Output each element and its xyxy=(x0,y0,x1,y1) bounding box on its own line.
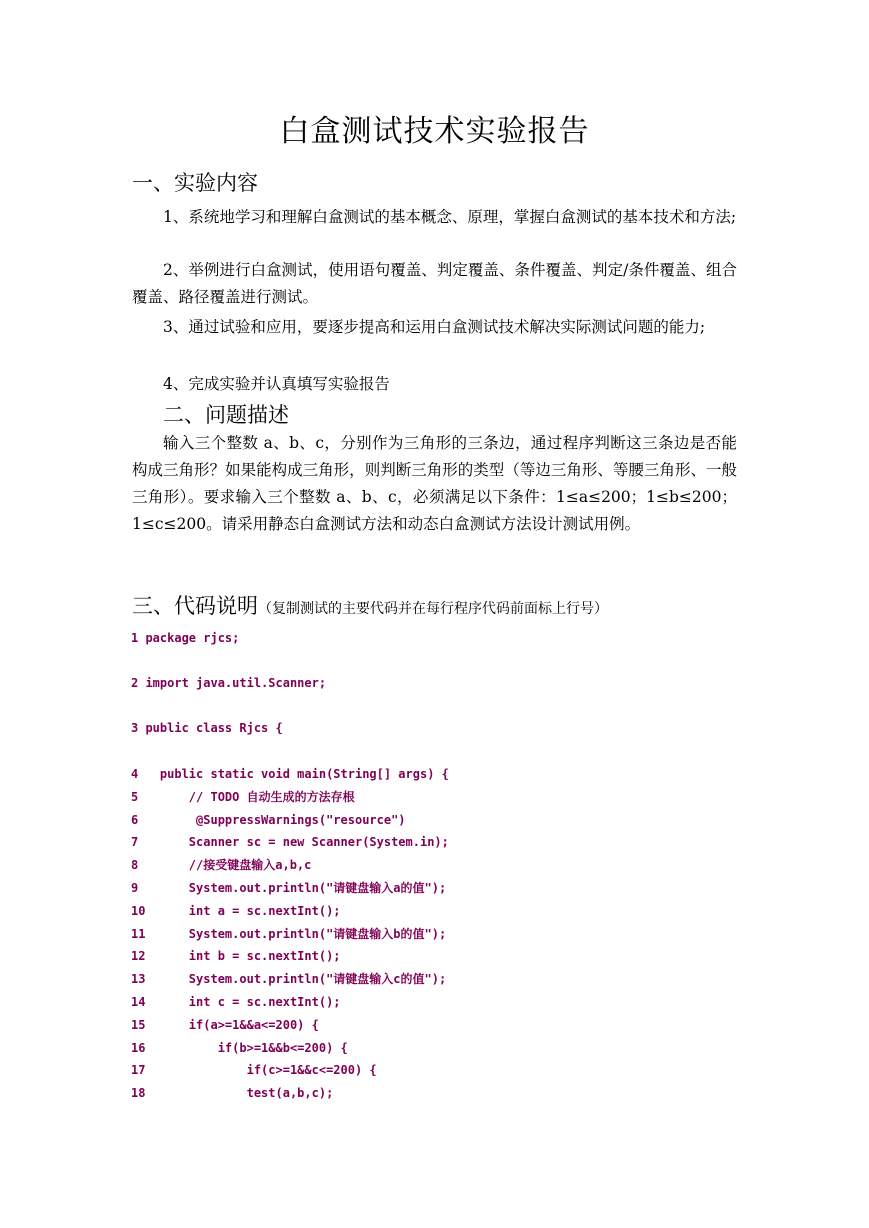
content-item-1: 1、系统地学习和理解白盒测试的基本概念、原理，掌握白盒测试的基本技术和方法; xyxy=(163,208,737,226)
section-heading-problem: 二、问题描述 xyxy=(163,403,289,427)
code-line-1: 1 package rjcs; xyxy=(131,631,240,645)
content-item-3: 3、通过试验和应用，要逐步提高和运用白盒测试技术解决实际测试问题的能力; xyxy=(163,318,706,336)
code-line-16: 16 if(b>=1&&b<=200) { xyxy=(131,1041,348,1055)
code-line-11: 11 System.out.println("请键盘输入b的值"); xyxy=(131,927,447,941)
code-line-18: 18 test(a,b,c); xyxy=(131,1086,334,1100)
code-line-14: 14 int c = sc.nextInt(); xyxy=(131,995,341,1009)
code-line-6: 6 @SuppressWarnings("resource") xyxy=(131,813,406,827)
content-item-4: 4、完成实验并认真填写实验报告 xyxy=(163,375,390,393)
code-line-15: 15 if(a>=1&&a<=200) { xyxy=(131,1018,319,1032)
code-line-10: 10 int a = sc.nextInt(); xyxy=(131,904,341,918)
section-heading-code xyxy=(132,590,608,620)
code-line-7: 7 Scanner sc = new Scanner(System.in); xyxy=(131,835,449,849)
code-line-2: 2 import java.util.Scanner; xyxy=(131,676,327,690)
code-line-13: 13 System.out.println("请键盘输入c的值"); xyxy=(131,972,447,986)
code-line-8: 8 //接受键盘输入a,b,c xyxy=(131,858,312,872)
code-heading-note: （复制测试的主要代码并在每行程序代码前面标上行号） xyxy=(258,601,608,617)
code-line-4: 4 public static void main(String[] args) { xyxy=(131,767,449,781)
content-item-2: 2、举例进行白盒测试，使用语句覆盖、判定覆盖、条件覆盖、判定/条件覆盖、组合覆盖、路径覆盖进行测试。 xyxy=(132,261,737,306)
code-line-3: 3 public class Rjcs { xyxy=(131,721,283,735)
section-heading-content: 一、实验内容 xyxy=(132,171,258,195)
report-title: 白盒测试技术实验报告 xyxy=(279,114,590,149)
code-line-5: 5 // TODO 自动生成的方法存根 xyxy=(131,790,355,804)
code-heading-text: 三、代码说明 xyxy=(132,594,258,618)
code-line-17: 17 if(c>=1&&c<=200) { xyxy=(131,1063,377,1077)
code-line-12: 12 int b = sc.nextInt(); xyxy=(131,949,341,963)
code-line-9: 9 System.out.println("请键盘输入a的值"); xyxy=(131,881,447,895)
problem-description: 输入三个整数 a、b、c，分别作为三角形的三条边，通过程序判断这三条边是否能构成三角形？如果能构成三角形，则判断三角形的类型（等边三角形、等腰三角形、一般三角形）。要求输入三个整数 a、b、c，必须满足以下条件：1≤a≤200；1≤b≤200；1≤c≤200。请采用静态白盒测试方法和动态白盒测试方法设计测试用例。 xyxy=(132,434,737,533)
